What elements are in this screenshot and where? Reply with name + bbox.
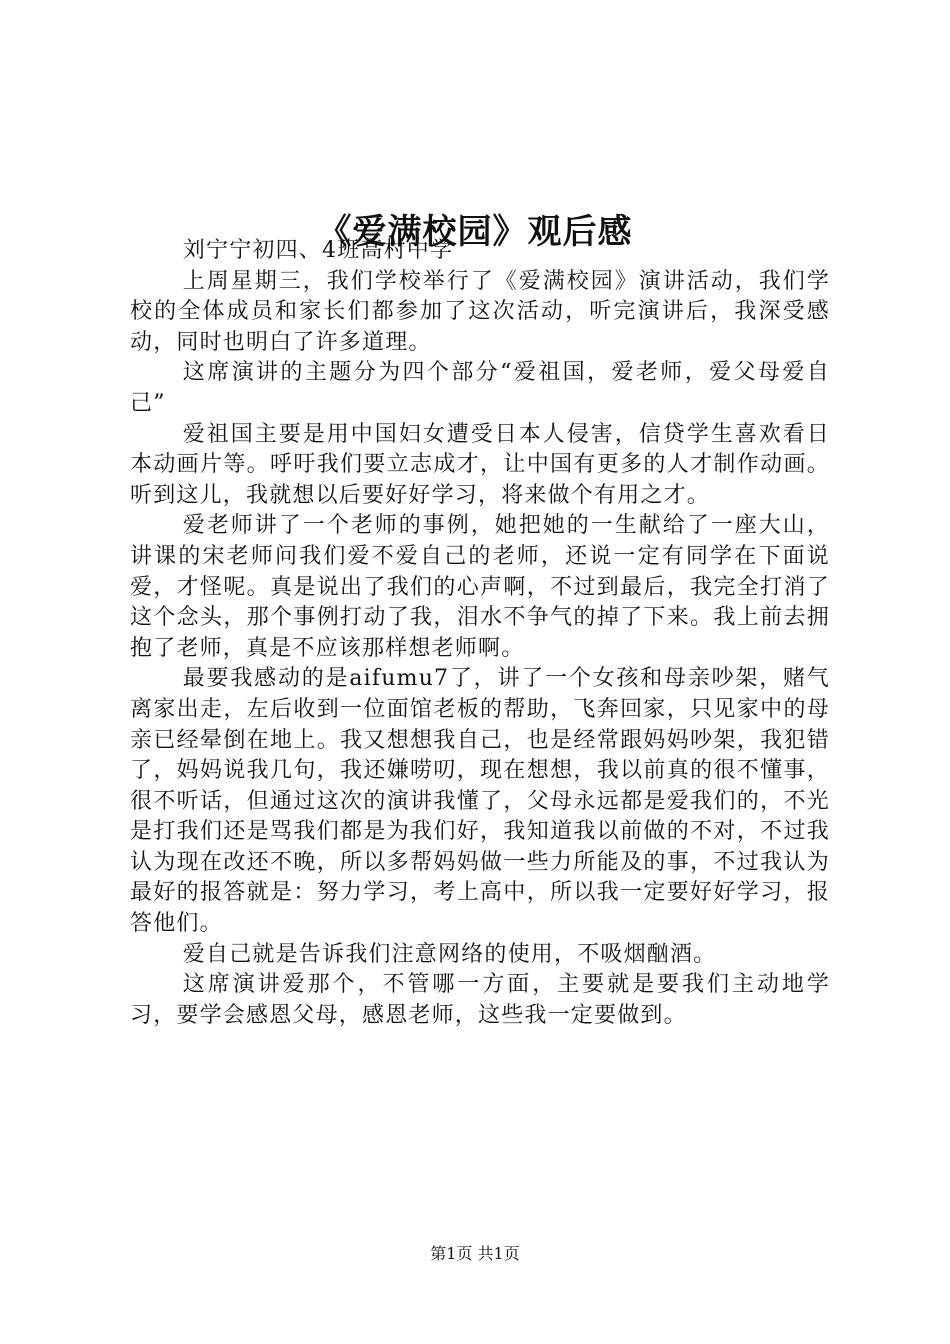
paragraph-2: 这席演讲的主题分为四个部分“爱祖国，爱老师，爱父母爱自己” xyxy=(130,360,830,416)
paragraph-4: 爱老师讲了一个老师的事例，她把她的一生献给了一座大山，讲课的宋老师问我们爱不爱自己的老师，还说一定有同学在下面说爱，才怪呢。真是说出了我们的心声啊，不过到最后，我完全打消了这个念头，那个事例打动了我，泪水不争气的掉了下来。我上前去拥抱了老师，真是不应该那样想老师啊。 xyxy=(130,513,830,661)
document-body xyxy=(130,236,830,1031)
author-line: 刘宁宁初四、4班高村中学 xyxy=(182,238,454,263)
paragraph-6: 爱自己就是告诉我们注意网络的使用，不吸烟酗酒。 xyxy=(182,941,717,967)
paragraph-1: 上周星期三，我们学校举行了《爱满校园》演讲活动，我们学校的全体成员和家长们都参加了这次活动，听完演讲后，我深受感动，同时也明白了许多道理。 xyxy=(130,268,830,355)
paragraph-7: 这席演讲爱那个，不管哪一方面，主要就是要我们主动地学习，要学会感恩父母，感恩老师，这些我一定要做到。 xyxy=(130,972,830,1028)
paragraph-3: 爱祖国主要是用中国妇女遭受日本人侵害，信贷学生喜欢看日本动画片等。呼吁我们要立志成才，让中国有更多的人才制作动画。听到这儿，我就想以后要好好学习，将来做个有用之才。 xyxy=(130,421,830,508)
page-title: 《爱满校园》观后感 xyxy=(317,211,633,252)
paragraph-5: 最要我感动的是aifumu7了，讲了一个女孩和母亲吵架，赌气离家出走，左后收到一位面馆老板的帮助，飞奔回家，只见家中的母亲已经晕倒在地上。我又想想我自己，也是经常跟妈妈吵架，我犯错了，妈妈说我几句，我还嫌唠叨，现在想想，我以前真的很不懂事，很不听话，但通过这次的演讲我懂了，父母永远都是爱我们的，不光是打我们还是骂我们都是为我们好，我知道我以前做的不对，不过我认为现在改还不晚，所以多帮妈妈做一些力所能及的事，不过我认为最好的报答就是：努力学习，考上高中，所以我一定要好好学习，报答他们。 xyxy=(130,666,830,937)
page-number-footer: 第1页 共1页 xyxy=(430,1244,520,1263)
